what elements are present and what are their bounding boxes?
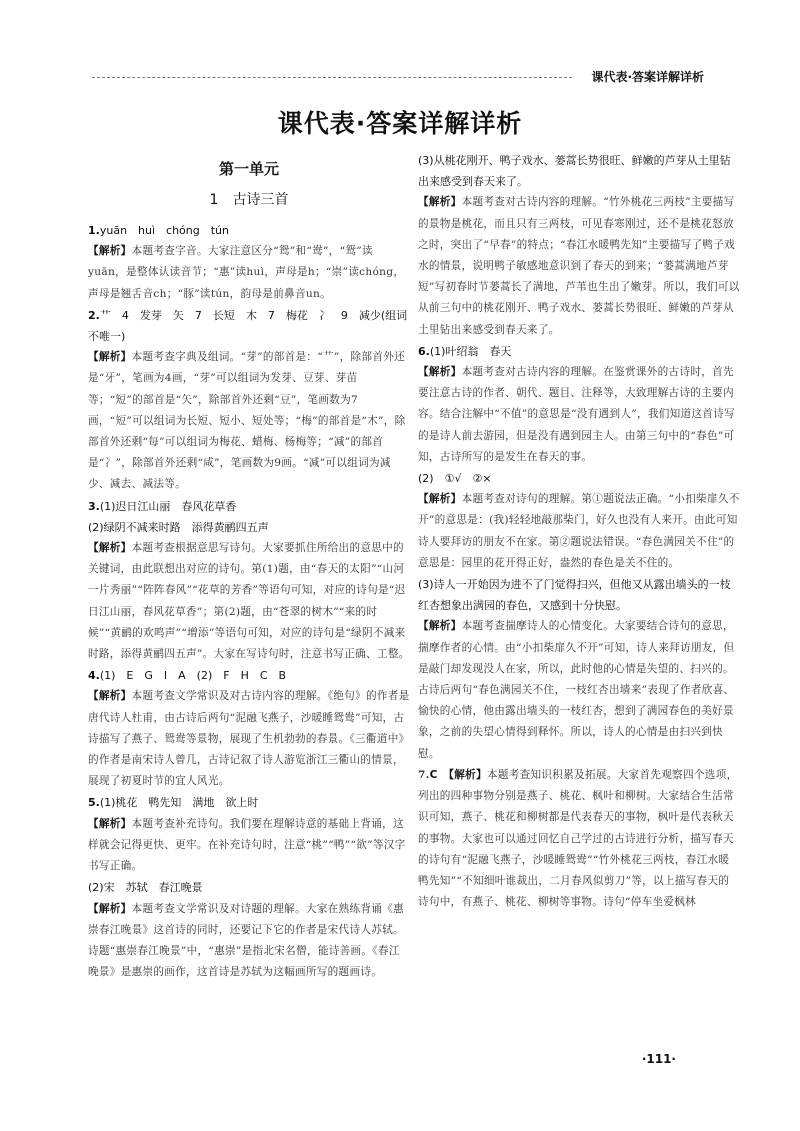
page-title: 课代表·答案详解详析	[277, 109, 523, 138]
question-2-explanation: 【解析】本题考查字典及组词。“芽”的部首是：“艹”，除部首外还是“牙”，笔画为4画，“芽”可以组词为发芽、豆芽、芽苗等；“短”的部首是“矢”，除部首外还剩“豆”，笔画数为7画，“短”可以组词为长短、短小、短处等；“梅”的部首是“木”，除部首外还剩“每”可以组词为梅花、蜡梅、杨梅等；“减”的部首是“冫”，除部首外还剩“咸”，笔画数为9画。“减”可以组词为减少、减去、减法等。	[88, 351, 406, 491]
question-1-explanation: 【解析】本题考查字音。大家注意区分“鸳”和“鸯”，“鸳”读yuān，是整体认读音节；“惠”读huì，声母是h；“崇”读chóng，声母是翘舌音ch；“豚”读tún，韵母是前鼻音un。	[88, 245, 405, 300]
question-6-explanation-3: 【解析】本题考查揣摩诗人的心情变化。大家要结合诗句的意思，揣摩作者的心情。由“小扣柴扉久不开”可知，诗人来拜访朋友，但是敲门却发现没人在家，所以，此时他的心情是失望的、扫兴的。古诗后两句“春色满园关不住，一枝红杏出墙来”表现了作者欣喜、愉快的心情，他由露出墙头的一枝红杏，想到了满园春色的美好景象，之前的失望心情得到释怀。所以，诗人的心情是由扫兴到快慰。	[418, 620, 735, 760]
question-3-answer-2: (2)绿阴不减来时路 添得黄鹂四五声	[88, 520, 269, 534]
right-column	[418, 150, 740, 913]
question-6-answer-3: (3)诗人一开始因为进不了门觉得扫兴，但他又从露出墙头的一枝红杏想象出满园的春色，又感到十分快慰。	[418, 578, 731, 613]
question-5-answer-3: (3)从桃花刚开、鸭子戏水、蒌蒿长势很旺、鲜嫩的芦芽从土里钻出来感受到春天来了。	[418, 154, 731, 189]
question-6-explanation-1: 【解析】本题考查对古诗内容的理解。在鉴赏课外的古诗时，首先要注意古诗的作者、朝代、题目、注释等，大致理解古诗的主要内容。结合注解中“不值”的意思是“没有遇到人”，我们知道这首诗写的是诗人前去游园，但是没有遇到园主人。由第三句中的“春色”可知，古诗所写的是发生在春天的事。	[418, 366, 735, 463]
question-1-answer: 1.yuān huì chóng tún	[88, 224, 229, 237]
running-header: 课代表·答案详解详析	[591, 70, 704, 84]
question-5-explanation-1: 【解析】本题考查补充诗句。我们要在理解诗意的基础上背诵，这样就会记得更快、更牢。在补充诗句时，注意“桃”“鸭”“欲”等汉字书写正确。	[88, 817, 406, 873]
question-6-answer-2: (2) ①√ ②×	[418, 472, 492, 486]
page-number: ·111·	[641, 1052, 676, 1066]
question-7: 7.C 【解析】本题考查知识积累及拓展。大家首先观察四个选项，列出的四种事物分别是燕子、桃花、枫叶和柳树。大家结合生活常识可知，燕子、桃花和柳树都是代表春天的事物，枫叶是代表秋天的事物。大家也可以通过回忆自己学过的古诗进行分析，描写春天的诗句有“泥融飞燕子，沙暖睡鸳鸯”“竹外桃花三两枝，春江水暖鸭先知”“不知细叶谁裁出，二月春风似剪刀”等，以上描写春天的诗句中，有燕子、桃花、柳树等事物。诗句“停车坐爱枫林	[418, 768, 738, 909]
question-4-answer: 4.(1) E G I A (2) F H C B	[88, 669, 287, 683]
question-3-explanation: 【解析】本题考查根据意思写诗句。大家要抓住所给出的意思中的关键词，由此联想出对应的诗句。第(1)题，由“春天的太阳”“山河一片秀丽”“阵阵春风”“花草的芳香”等语句可知，对应的诗句是“迟日江山丽，春风花草香”；第(2)题，由“苍翠的树木”“来的时候”“黄鹂的欢鸣声”“增添”等语句可知，对应的诗句是“绿阴不减来时路，添得黄鹂四五声”。大家在写诗句时，注意书写正确、工整。	[88, 542, 410, 661]
lesson-title: 1 古诗三首	[209, 192, 289, 208]
question-5-explanation-3: 【解析】本题考查对古诗内容的理解。“竹外桃花三两枝”主要描写的景物是桃花，而且只有三两枝，可见春寒刚过，还不是桃花怒放之时，突出了“早春”的特点；“春江水暖鸭先知”主要描写了鸭子戏水的情景，说明鸭子敏感地意识到了春天的到来；“蒌蒿满地芦芽短”写初春时节蒌蒿长了满地，芦苇也生出了嫩芽。所以，我们可以从前三句中的桃花刚开、鸭子戏水、蒌蒿长势很旺、鲜嫩的芦芽从土里钻出来感受到春天来了。	[418, 196, 740, 336]
header-rule	[92, 77, 572, 78]
question-3-answer-1: 3.(1)迟日江山丽 春风花草香	[88, 499, 237, 513]
question-6-answer-1: 6.(1)叶绍翁 春天	[418, 344, 512, 358]
question-2-answer: 2.艹 4 发芽 矢 7 长短 木 7 梅花 冫 9 减少(组词不唯一)	[88, 308, 408, 344]
unit-title: 第一单元	[218, 160, 279, 178]
question-6-explanation-2: 【解析】本题考查对诗句的理解。第①题说法正确。“小扣柴扉久不开”的意思是：(我)轻轻地敲那柴门，好久也没有人来开。由此可知诗人要拜访的朋友不在家。第②题说法错误。“春色满园关不住”的意思是：园里的花开得正好，盎然的春色是关不住的。	[418, 493, 740, 569]
question-4-explanation: 【解析】本题考查文学常识及对古诗内容的理解。《绝句》的作者是唐代诗人杜甫，由古诗后两句“泥融飞燕子，沙暖睡鸳鸯”可知，古诗描写了燕子、鸳鸯等景物，展现了生机勃勃的春景。《三衢道中》的作者是南宋诗人曾几，古诗记叙了诗人游览浙江三衢山的情景，展现了初夏时节的宜人风光。	[88, 690, 410, 788]
question-5-answer-2: (2)宋 苏轼 春江晚景	[88, 881, 203, 895]
question-5-answer-1: 5.(1)桃花 鸭先知 满地 欲上时	[88, 796, 259, 810]
question-5-explanation-2: 【解析】本题考查文学常识及对诗题的理解。大家在熟练背诵《惠崇春江晚景》这首诗的同时，还要记下它的作者是宋代诗人苏轼。诗题“惠崇春江晚景”中，“惠崇”是指北宋名僧，能诗善画。《春江晚景》是惠崇的画作，这首诗是苏轼为这幅画所写的题画诗。	[88, 902, 404, 979]
left-column	[88, 150, 410, 983]
